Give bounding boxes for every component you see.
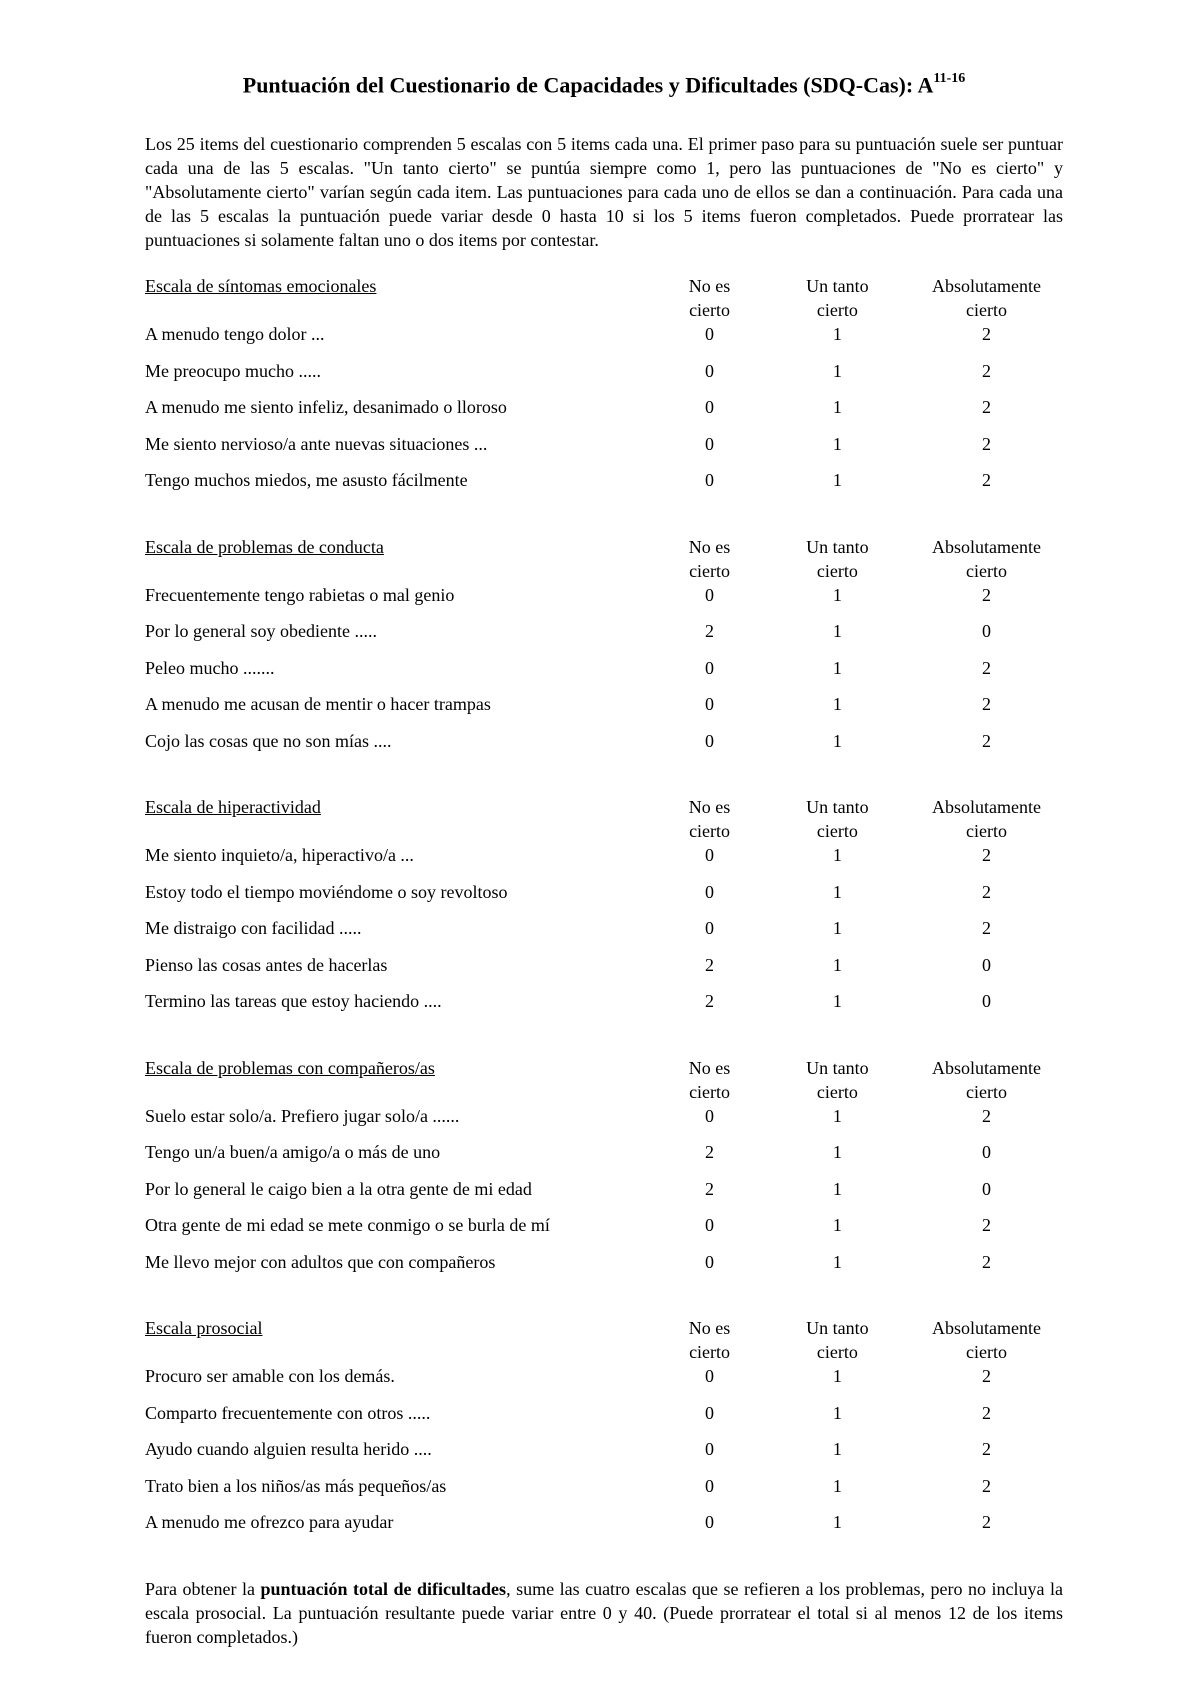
score-absolutamente-cierto: 2 [982, 1215, 991, 1236]
scale-section [145, 535, 1063, 766]
item-label: A menudo me siento infeliz, desanimado o lloroso [145, 397, 507, 418]
score-absolutamente-cierto: 2 [982, 657, 991, 678]
scale-title-cell [145, 274, 654, 298]
score-un-tanto-cierto: 1 [832, 730, 842, 751]
column-header-no-es-cierto-line: cierto [689, 1081, 731, 1102]
column-header-no-es-cierto-line: No es [688, 797, 731, 818]
score-no-es-cierto: 0 [705, 1402, 715, 1423]
item-row [145, 1213, 1063, 1250]
score-no-es-cierto: 0 [705, 918, 715, 939]
score-absolutamente-cierto: 2 [982, 397, 991, 418]
item-row [145, 1177, 1063, 1214]
item-label: Cojo las cosas que no son mías .... [145, 730, 392, 751]
score-no-es-cierto: 0 [705, 433, 715, 454]
item-label: Trato bien a los niños/as más pequeños/as [145, 1475, 447, 1496]
score-no-es-cierto: 2 [705, 954, 715, 975]
footer-paragraph [145, 1577, 1063, 1649]
item-label: Me distraigo con facilidad ..... [145, 918, 362, 939]
item-label: Procuro ser amable con los demás. [145, 1366, 395, 1387]
item-label: Me preocupo mucho ..... [145, 360, 321, 381]
score-no-es-cierto: 0 [705, 694, 715, 715]
score-un-tanto-cierto: 1 [832, 1215, 842, 1236]
column-header-absolutamente-cierto-line: cierto [966, 300, 1007, 321]
score-un-tanto-cierto: 1 [832, 1439, 842, 1460]
column-header-un-tanto-cierto-line: Un tanto [806, 1318, 869, 1339]
item-row [145, 583, 1063, 620]
item-label: Me llevo mejor con adultos que con compañeros [145, 1251, 496, 1272]
item-label: A menudo me acusan de mentir o hacer trampas [145, 694, 491, 715]
score-absolutamente-cierto: 2 [982, 1512, 991, 1533]
score-un-tanto-cierto: 1 [832, 1142, 842, 1163]
score-absolutamente-cierto: 2 [982, 1251, 991, 1272]
item-label: Pienso las cosas antes de hacerlas [145, 954, 388, 975]
scale-title: Escala de síntomas emocionales [145, 276, 377, 297]
score-un-tanto-cierto: 1 [832, 1475, 842, 1496]
scale-header-row [145, 274, 1063, 322]
score-no-es-cierto: 0 [705, 324, 715, 345]
column-header-un-tanto-cierto [765, 795, 910, 843]
item-label: Tengo un/a buen/a amigo/a o más de uno [145, 1142, 441, 1163]
item-label: Me siento inquieto/a, hiperactivo/a ... [145, 845, 414, 866]
column-header-no-es-cierto [654, 1056, 764, 1104]
score-absolutamente-cierto: 2 [982, 1439, 991, 1460]
item-row [145, 359, 1063, 396]
score-no-es-cierto: 0 [705, 1366, 715, 1387]
score-un-tanto-cierto: 1 [832, 397, 842, 418]
item-row [145, 656, 1063, 693]
score-un-tanto-cierto: 1 [832, 1105, 842, 1126]
scale-title: Escala de problemas con compañeros/as [145, 1057, 435, 1078]
item-label: Suelo estar solo/a. Prefiero jugar solo/a ...... [145, 1105, 460, 1126]
score-un-tanto-cierto: 1 [832, 1512, 842, 1533]
item-row [145, 916, 1063, 953]
item-row [145, 692, 1063, 729]
score-no-es-cierto: 0 [705, 1251, 715, 1272]
score-absolutamente-cierto: 2 [982, 1402, 991, 1423]
score-un-tanto-cierto: 1 [832, 324, 842, 345]
column-header-no-es-cierto [654, 795, 764, 843]
score-un-tanto-cierto: 1 [832, 1178, 842, 1199]
score-absolutamente-cierto: 0 [982, 621, 991, 642]
score-absolutamente-cierto: 2 [982, 360, 991, 381]
score-no-es-cierto: 0 [705, 1475, 715, 1496]
scales-container [145, 274, 1063, 1547]
column-header-absolutamente-cierto-line: Absolutamente [932, 797, 1041, 818]
column-header-un-tanto-cierto [765, 1316, 910, 1364]
column-header-no-es-cierto [654, 535, 764, 583]
intro-paragraph: Los 25 items del cuestionario comprenden 5 escalas con 5 items cada una. El primer paso para su puntuación suele ser puntuar cada una de las 5 escalas. "Un tanto cierto" se puntúa siempre como 1, pero las puntuaciones de "No es cierto" y "Absolutamente cierto" varían según cada item. Las puntuaciones para cada uno de ellos se dan a continuación. Para cada una de las 5 escalas la puntuación puede variar desde 0 hasta 10 si los 5 items fueron completados. Puede prorratear las puntuaciones si solamente faltan uno o dos items por contestar. [145, 134, 1063, 251]
column-header-absolutamente-cierto-line: cierto [966, 1081, 1007, 1102]
column-header-absolutamente-cierto [910, 1056, 1063, 1104]
score-un-tanto-cierto: 1 [832, 991, 842, 1012]
item-label: A menudo tengo dolor ... [145, 324, 325, 345]
scale-title-cell [145, 1316, 654, 1340]
column-header-un-tanto-cierto-line: Un tanto [806, 536, 869, 557]
score-absolutamente-cierto: 2 [982, 918, 991, 939]
score-no-es-cierto: 0 [705, 1215, 715, 1236]
column-header-absolutamente-cierto-line: Absolutamente [932, 536, 1041, 557]
score-no-es-cierto: 0 [705, 397, 715, 418]
scale-title-cell [145, 535, 654, 559]
score-absolutamente-cierto: 2 [982, 845, 991, 866]
column-header-absolutamente-cierto-line: cierto [966, 821, 1007, 842]
column-header-absolutamente-cierto [910, 795, 1063, 843]
item-label: Me siento nervioso/a ante nuevas situaciones ... [145, 433, 488, 454]
column-header-no-es-cierto-line: No es [688, 536, 731, 557]
column-header-no-es-cierto-line: cierto [689, 300, 731, 321]
score-un-tanto-cierto: 1 [832, 881, 842, 902]
item-label: Peleo mucho ....... [145, 657, 275, 678]
item-row [145, 1510, 1063, 1547]
column-header-no-es-cierto-line: No es [688, 1318, 731, 1339]
score-absolutamente-cierto: 2 [982, 1475, 991, 1496]
score-absolutamente-cierto: 2 [982, 1366, 991, 1387]
item-row [145, 953, 1063, 990]
scale-section [145, 795, 1063, 1026]
scale-title: Escala prosocial [145, 1318, 263, 1339]
score-no-es-cierto: 2 [705, 1142, 715, 1163]
score-un-tanto-cierto: 1 [832, 954, 842, 975]
score-absolutamente-cierto: 2 [982, 881, 991, 902]
item-row [145, 468, 1063, 505]
score-absolutamente-cierto: 2 [982, 433, 991, 454]
column-header-absolutamente-cierto-line: Absolutamente [932, 1057, 1041, 1078]
column-header-no-es-cierto-line: cierto [689, 560, 731, 581]
score-no-es-cierto: 0 [705, 1512, 715, 1533]
column-header-absolutamente-cierto [910, 274, 1063, 322]
score-un-tanto-cierto: 1 [832, 470, 842, 491]
item-row [145, 880, 1063, 917]
column-header-absolutamente-cierto-line: cierto [966, 560, 1007, 581]
scale-header-row [145, 535, 1063, 583]
item-label: Por lo general le caigo bien a la otra gente de mi edad [145, 1178, 532, 1199]
score-no-es-cierto: 0 [705, 584, 715, 605]
score-absolutamente-cierto: 2 [982, 324, 991, 345]
item-row [145, 989, 1063, 1026]
scale-section [145, 274, 1063, 505]
scale-header-row [145, 795, 1063, 843]
footer-text-after: , sume las cuatro escalas que se refieren a los problemas, pero no incluya la escala prosocial. La puntuación resultante puede variar entre 0 y 40. (Puede prorratear el total si al menos 12 de los items fueron completados.) [145, 1578, 1063, 1647]
item-label: Comparto frecuentemente con otros ..... [145, 1402, 431, 1423]
score-absolutamente-cierto: 2 [982, 584, 991, 605]
page-title [145, 68, 1063, 98]
column-header-un-tanto-cierto [765, 274, 910, 322]
score-un-tanto-cierto: 1 [832, 360, 842, 381]
score-no-es-cierto: 2 [705, 1178, 715, 1199]
item-label: Otra gente de mi edad se mete conmigo o se burla de mí [145, 1215, 550, 1236]
title-text: Puntuación del Cuestionario de Capacidades y Dificultades (SDQ-Cas): A [242, 72, 934, 98]
column-header-un-tanto-cierto-line: Un tanto [806, 1057, 869, 1078]
score-un-tanto-cierto: 1 [832, 621, 842, 642]
item-row [145, 1401, 1063, 1438]
score-absolutamente-cierto: 0 [982, 991, 991, 1012]
score-un-tanto-cierto: 1 [832, 657, 842, 678]
score-absolutamente-cierto: 2 [982, 1105, 991, 1126]
column-header-no-es-cierto-line: No es [688, 1057, 731, 1078]
scale-title: Escala de problemas de conducta [145, 536, 384, 557]
score-no-es-cierto: 0 [705, 470, 715, 491]
column-header-un-tanto-cierto-line: cierto [816, 300, 858, 321]
item-row [145, 1437, 1063, 1474]
column-header-no-es-cierto [654, 274, 764, 322]
score-un-tanto-cierto: 1 [832, 1366, 842, 1387]
column-header-no-es-cierto-line: No es [688, 276, 731, 297]
footer-text-before: Para obtener la [145, 1578, 261, 1599]
item-label: Frecuentemente tengo rabietas o mal genio [145, 584, 455, 605]
item-row [145, 1104, 1063, 1141]
scale-header-row [145, 1056, 1063, 1104]
item-row [145, 1250, 1063, 1287]
column-header-un-tanto-cierto-line: cierto [816, 1342, 858, 1363]
score-no-es-cierto: 0 [705, 657, 715, 678]
item-label: Termino las tareas que estoy haciendo .... [145, 991, 442, 1012]
item-row [145, 843, 1063, 880]
score-un-tanto-cierto: 1 [832, 918, 842, 939]
score-no-es-cierto: 0 [705, 360, 715, 381]
item-row [145, 729, 1063, 766]
item-row [145, 1140, 1063, 1177]
column-header-un-tanto-cierto [765, 535, 910, 583]
score-absolutamente-cierto: 0 [982, 1142, 991, 1163]
column-header-un-tanto-cierto-line: cierto [816, 1081, 858, 1102]
score-un-tanto-cierto: 1 [832, 1251, 842, 1272]
column-header-un-tanto-cierto-line: Un tanto [806, 276, 869, 297]
score-absolutamente-cierto: 2 [982, 694, 991, 715]
score-absolutamente-cierto: 0 [982, 954, 991, 975]
score-un-tanto-cierto: 1 [832, 694, 842, 715]
item-label: Ayudo cuando alguien resulta herido .... [145, 1439, 432, 1460]
score-un-tanto-cierto: 1 [832, 1402, 842, 1423]
score-un-tanto-cierto: 1 [832, 584, 842, 605]
column-header-absolutamente-cierto [910, 1316, 1063, 1364]
scale-section [145, 1056, 1063, 1287]
item-label: A menudo me ofrezco para ayudar [145, 1512, 394, 1533]
score-no-es-cierto: 0 [705, 730, 715, 751]
title-age-range: 11-16 [933, 71, 966, 86]
item-row [145, 1474, 1063, 1511]
column-header-un-tanto-cierto-line: cierto [816, 560, 858, 581]
column-header-absolutamente-cierto-line: cierto [966, 1342, 1007, 1363]
score-no-es-cierto: 2 [705, 991, 715, 1012]
scale-section [145, 1316, 1063, 1547]
scale-title-cell [145, 1056, 654, 1080]
column-header-un-tanto-cierto-line: cierto [816, 821, 858, 842]
item-row [145, 432, 1063, 469]
item-row [145, 395, 1063, 432]
score-absolutamente-cierto: 0 [982, 1178, 991, 1199]
scale-header-row [145, 1316, 1063, 1364]
column-header-no-es-cierto [654, 1316, 764, 1364]
scale-title-cell [145, 795, 654, 819]
score-no-es-cierto: 0 [705, 881, 715, 902]
footer-bold-term: puntuación total de dificultades [260, 1578, 507, 1599]
column-header-un-tanto-cierto [765, 1056, 910, 1104]
item-row [145, 619, 1063, 656]
item-label: Tengo muchos miedos, me asusto fácilmente [145, 470, 468, 491]
score-no-es-cierto: 0 [705, 1439, 715, 1460]
item-row [145, 322, 1063, 359]
score-no-es-cierto: 0 [705, 845, 715, 866]
column-header-un-tanto-cierto-line: Un tanto [806, 797, 869, 818]
column-header-no-es-cierto-line: cierto [689, 1342, 731, 1363]
item-row [145, 1364, 1063, 1401]
item-label: Estoy todo el tiempo moviéndome o soy revoltoso [145, 881, 508, 902]
score-absolutamente-cierto: 2 [982, 730, 991, 751]
score-no-es-cierto: 0 [705, 1105, 715, 1126]
score-un-tanto-cierto: 1 [832, 433, 842, 454]
scale-title: Escala de hiperactividad [145, 797, 321, 818]
column-header-absolutamente-cierto [910, 535, 1063, 583]
score-absolutamente-cierto: 2 [982, 470, 991, 491]
item-label: Por lo general soy obediente ..... [145, 621, 377, 642]
column-header-absolutamente-cierto-line: Absolutamente [932, 1318, 1041, 1339]
document-page [145, 68, 1063, 1667]
column-header-absolutamente-cierto-line: Absolutamente [932, 276, 1041, 297]
column-header-no-es-cierto-line: cierto [689, 821, 731, 842]
score-no-es-cierto: 2 [705, 621, 715, 642]
score-un-tanto-cierto: 1 [832, 845, 842, 866]
